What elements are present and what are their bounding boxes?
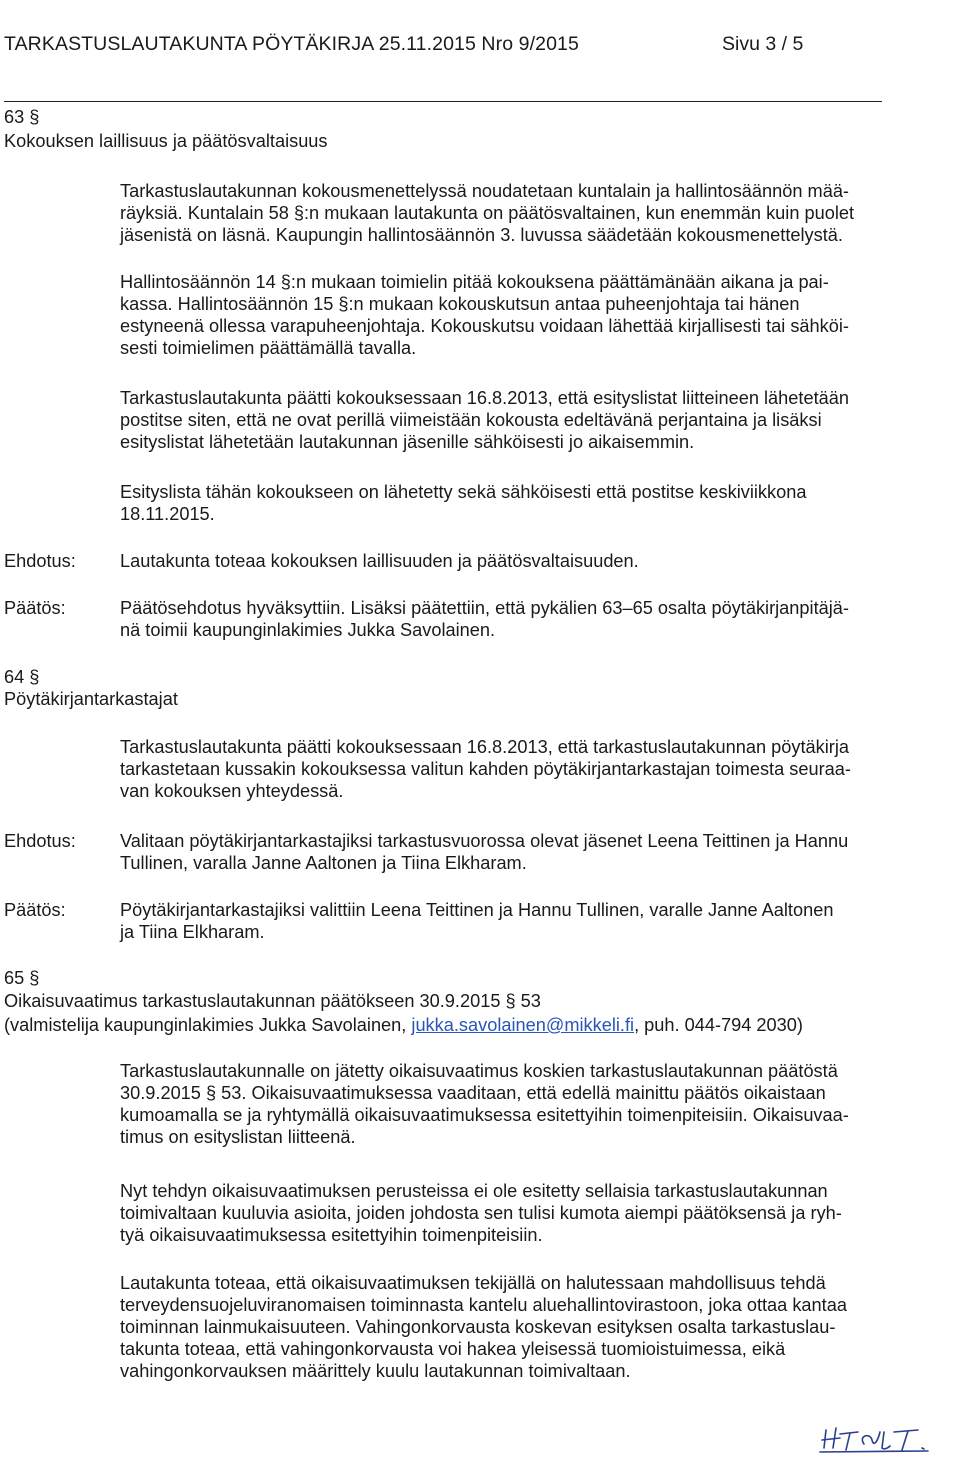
text-line: Tarkastuslautakunta päätti kokouksessaan 16.8.2013, että esityslistat liitteineen lähetetään xyxy=(120,388,849,408)
text-line: tyä oikaisuvaatimuksessa esitettyihin toimenpiteisiin. xyxy=(120,1225,543,1245)
text-line: 18.11.2015. xyxy=(120,504,215,524)
text-line: kumoamalla se ja ryhtymällä oikaisuvaatimuksessa esitettyihin toimenpiteisiin. Oikaisuvaa- xyxy=(120,1105,849,1125)
text-line: jäsenistä on läsnä. Kaupungin hallintosäännön 3. luvussa säädetään kokousmenettelystä. xyxy=(120,225,843,245)
text-line: Tarkastuslautakunnan kokousmenettelyssä noudatetaan kuntalain ja hallintosäännön mää- xyxy=(120,181,849,201)
text-line: Päätösehdotus hyväksyttiin. Lisäksi päätettiin, että pykälien 63–65 osalta pöytäkirjanpitäjä- xyxy=(120,598,849,618)
text-line: toimivaltaan kuuluvia asioita, joiden johdosta sen tulisi kumota aiempi päätöksensä ja ryh- xyxy=(120,1203,842,1223)
section-64-number: 64 § xyxy=(4,667,40,687)
text-line: Valitaan pöytäkirjantarkastajiksi tarkastusvuorossa olevat jäsenet Leena Teittinen ja Hannu xyxy=(120,831,849,851)
preparer-phone: , puh. 044-794 2030) xyxy=(634,1015,803,1035)
text-line: Nyt tehdyn oikaisuvaatimuksen perusteissa ei ole esitetty sellaisia tarkastuslautakunnan xyxy=(120,1181,828,1201)
section-65-number: 65 § xyxy=(4,968,40,988)
section-65-preparer xyxy=(4,1014,803,1037)
section-63-title: Kokouksen laillisuus ja päätösvaltaisuus xyxy=(4,131,328,151)
text-line: kassa. Hallintosäännön 15 §:n mukaan kokouskutsun antaa puheenjohtaja tai hänen xyxy=(120,294,800,314)
text-line: takunta toteaa, että vahingonkorvausta voi hakea yleisessä tuomioistuimessa, eikä xyxy=(120,1339,786,1359)
text-line: estyneenä ollessa varapuheenjohtaja. Kokouskutsu voidaan lähettää kirjallisesti tai sähköi- xyxy=(120,316,849,336)
document-header-title: TARKASTUSLAUTAKUNTA PÖYTÄKIRJA 25.11.2015 Nro 9/2015 xyxy=(4,33,579,55)
text-line: 30.9.2015 § 53. Oikaisuvaatimuksessa vaaditaan, että edellä mainittu päätös oikaistaan xyxy=(120,1083,826,1103)
preparer-prefix: (valmistelija kaupunginlakimies Jukka Savolainen, xyxy=(4,1015,412,1035)
text-line: nä toimii kaupunginlakimies Jukka Savolainen. xyxy=(120,620,496,640)
page-number: Sivu 3 / 5 xyxy=(722,33,804,55)
text-line: esityslistat lähetetään lautakunnan jäsenille sähköisesti jo aikaisemmin. xyxy=(120,432,695,452)
text-line: Pöytäkirjantarkastajiksi valittiin Leena Teittinen ja Hannu Tullinen, varalle Janne Aaltonen xyxy=(120,900,834,920)
section-64-title: Pöytäkirjantarkastajat xyxy=(4,689,178,709)
preparer-email-link[interactable]: jukka.savolainen@mikkeli.fi xyxy=(411,1015,635,1035)
text-line: terveydensuojeluviranomaisen toiminnasta kantelu aluehallintovirastoon, joka ottaa kantaa xyxy=(120,1295,847,1315)
text-line: timus on esityslistan liitteenä. xyxy=(120,1127,356,1147)
text-line: Tullinen, varalla Janne Aaltonen ja Tiina Elkharam. xyxy=(120,853,527,873)
text-line: sesti toimielimen päättämällä tavalla. xyxy=(120,338,417,358)
handwritten-initials-signature xyxy=(818,1418,958,1458)
text-line: Lautakunta toteaa, että oikaisuvaatimuksen tekijällä on halutessaan mahdollisuus tehdä xyxy=(120,1273,826,1293)
text-line: van kokouksen yhteydessä. xyxy=(120,781,344,801)
section-63-number: 63 § xyxy=(4,107,40,127)
section-65-title: Oikaisuvaatimus tarkastuslautakunnan päätökseen 30.9.2015 § 53 xyxy=(4,991,541,1011)
header-divider xyxy=(4,101,882,102)
text-line: Lautakunta toteaa kokouksen laillisuuden ja päätösvaltaisuuden. xyxy=(120,551,639,571)
section-64-decision-label: Päätös: xyxy=(4,900,66,920)
section-64-proposal-label: Ehdotus: xyxy=(4,831,76,851)
text-line: Esityslista tähän kokoukseen on lähetetty sekä sähköisesti että postitse keskiviikkona xyxy=(120,482,807,502)
text-line: Tarkastuslautakunnalle on jätetty oikaisuvaatimus koskien tarkastuslautakunnan päätöstä xyxy=(120,1061,838,1081)
text-line: Tarkastuslautakunta päätti kokouksessaan 16.8.2013, että tarkastuslautakunnan pöytäkirja xyxy=(120,737,849,757)
text-line: Hallintosäännön 14 §:n mukaan toimielin pitää kokouksena päättämänään aikana ja pai- xyxy=(120,272,829,292)
section-63-decision-label: Päätös: xyxy=(4,598,66,618)
text-line: ja Tiina Elkharam. xyxy=(120,922,265,942)
text-line: tarkastetaan kussakin kokouksessa valitun kahden pöytäkirjantarkastajan toimesta seuraa- xyxy=(120,759,851,779)
text-line: vahingonkorvauksen määrittely kuulu lautakunnan toimivaltaan. xyxy=(120,1361,631,1381)
text-line: toiminnan lainmukaisuuteen. Vahingonkorvausta koskevan esityksen osalta tarkastuslau- xyxy=(120,1317,836,1337)
text-line: räyksiä. Kuntalain 58 §:n mukaan lautakunta on päätösvaltainen, kun enemmän kuin puolet xyxy=(120,203,855,223)
text-line: postitse siten, että ne ovat perillä viimeistään kokousta edeltävänä perjantaina ja lisäksi xyxy=(120,410,822,430)
section-63-proposal-label: Ehdotus: xyxy=(4,551,76,571)
